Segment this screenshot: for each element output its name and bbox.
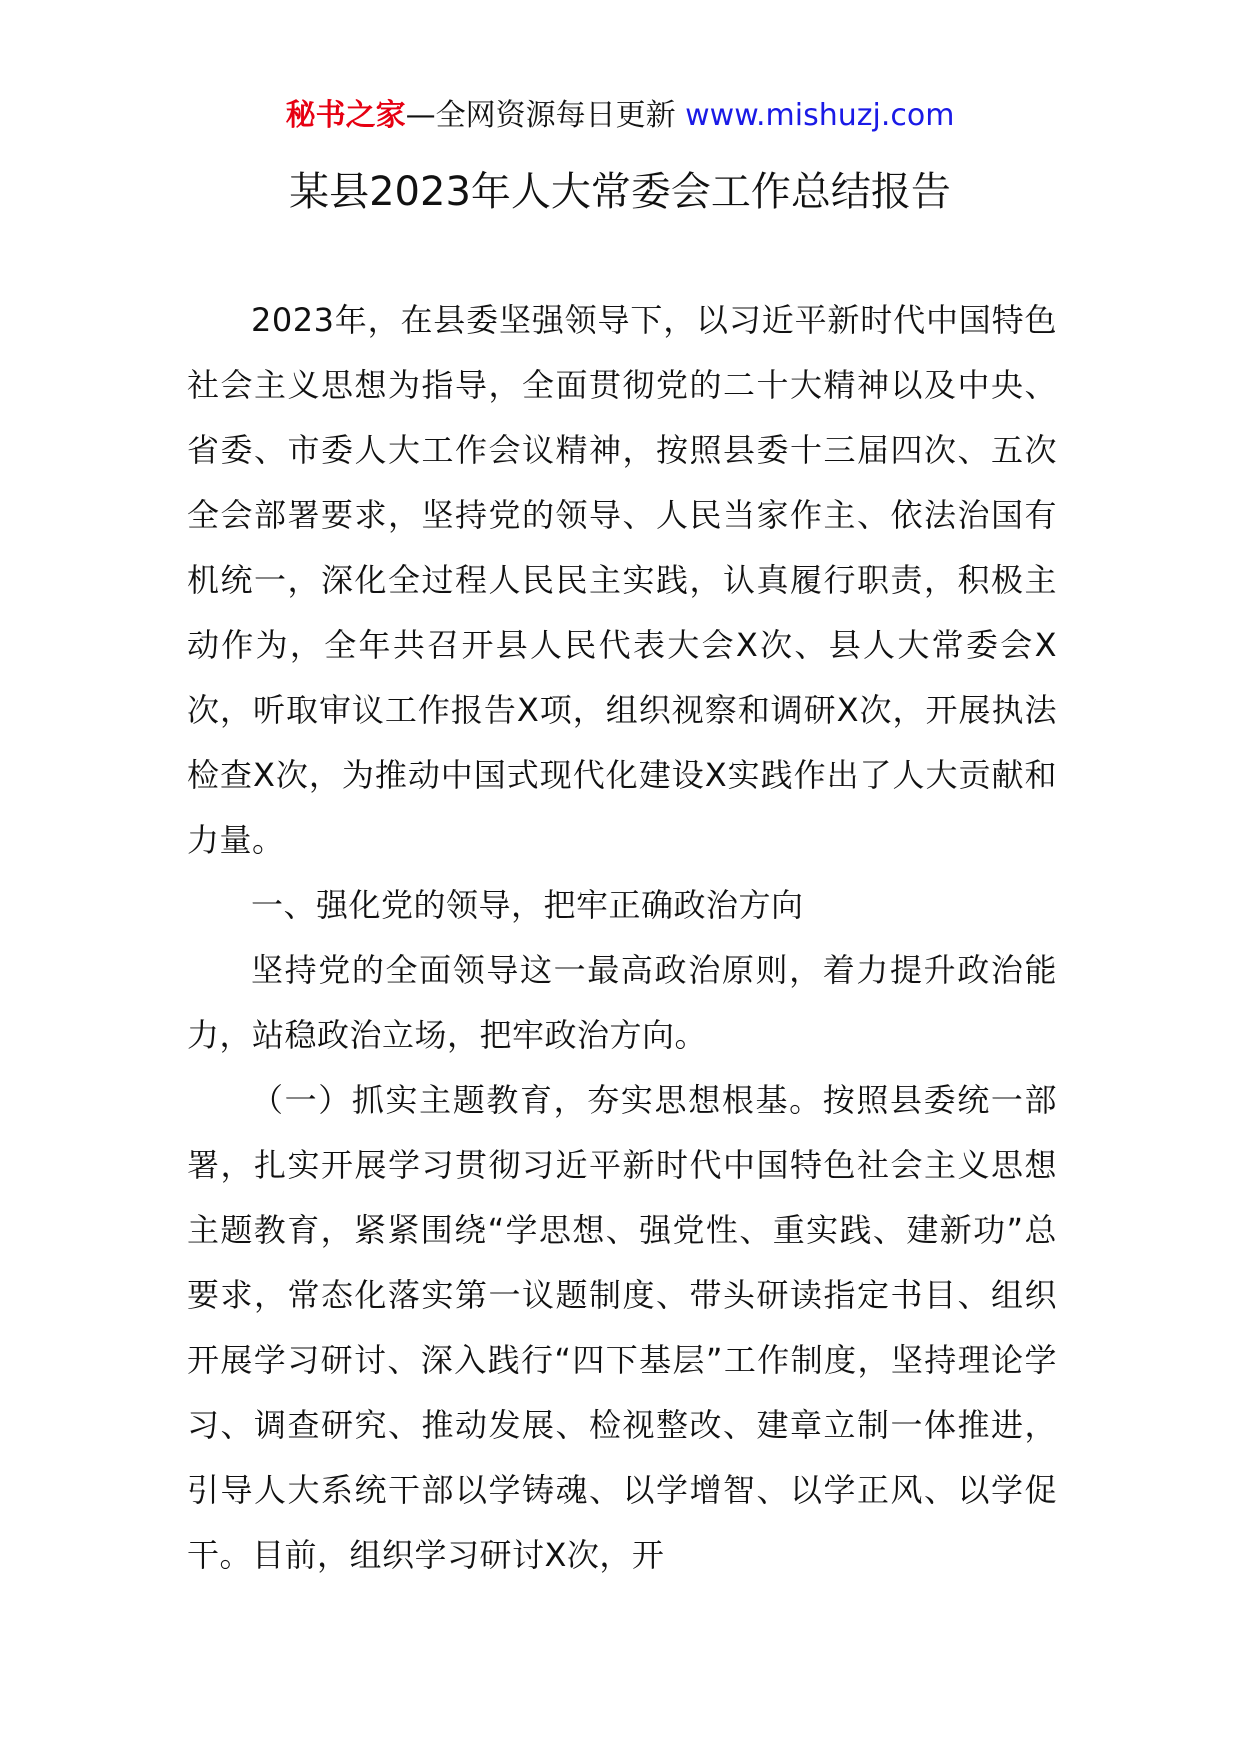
site-tagline: —全网资源每日更新 bbox=[405, 98, 676, 133]
paragraph-intro: 2023年，在县委坚强领导下，以习近平新时代中国特色社会主义思想为指导，全面贯彻党的二十大精神以及中央、省委、市委人大工作会议精神，按照县委十三届四次、五次全会部署要求，坚持党的领导、人民当家作主、依法治国有机统一，深化全过程人民民主实践，认真履行职责，积极主动作为，全年共召开县人民代表大会X次、县人大常委会X次，听取审议工作报告X项，组织视察和调研X次，开展执法检查X次，为推动中国式现代化建设X实践作出了人大贡献和力量。 bbox=[187, 301, 1057, 859]
site-url-link[interactable]: www.mishuzj.com bbox=[685, 98, 955, 133]
paragraph-subsection-1: （一）抓实主题教育，夯实思想根基。按照县委统一部署，扎实开展学习贯彻习近平新时代中国特色社会主义思想主题教育，紧紧围绕“学思想、强党性、重实践、建新功”总要求，常态化落实第一议题制度、带头研读指定书目、组织开展学习研讨、深入践行“四下基层”工作制度，坚持理论学习、调查研究、推动发展、检视整改、建章立制一体推进，引导人大系统干部以学铸魂、以学增智、以学正风、以学促干。目前，组织学习研讨X次，开 bbox=[187, 1081, 1057, 1574]
brand-name: 秘书之家 bbox=[285, 98, 406, 133]
paragraph-section-1-intro: 坚持党的全面领导这一最高政治原则，着力提升政治能力，站稳政治立场，把牢政治方向。 bbox=[187, 951, 1057, 1054]
section-heading-1: 一、强化党的领导，把牢正确政治方向 bbox=[251, 886, 804, 924]
site-banner bbox=[0, 96, 1240, 136]
document-body bbox=[187, 288, 1057, 1588]
document-title: 某县2023年人大常委会工作总结报告 bbox=[289, 169, 951, 215]
